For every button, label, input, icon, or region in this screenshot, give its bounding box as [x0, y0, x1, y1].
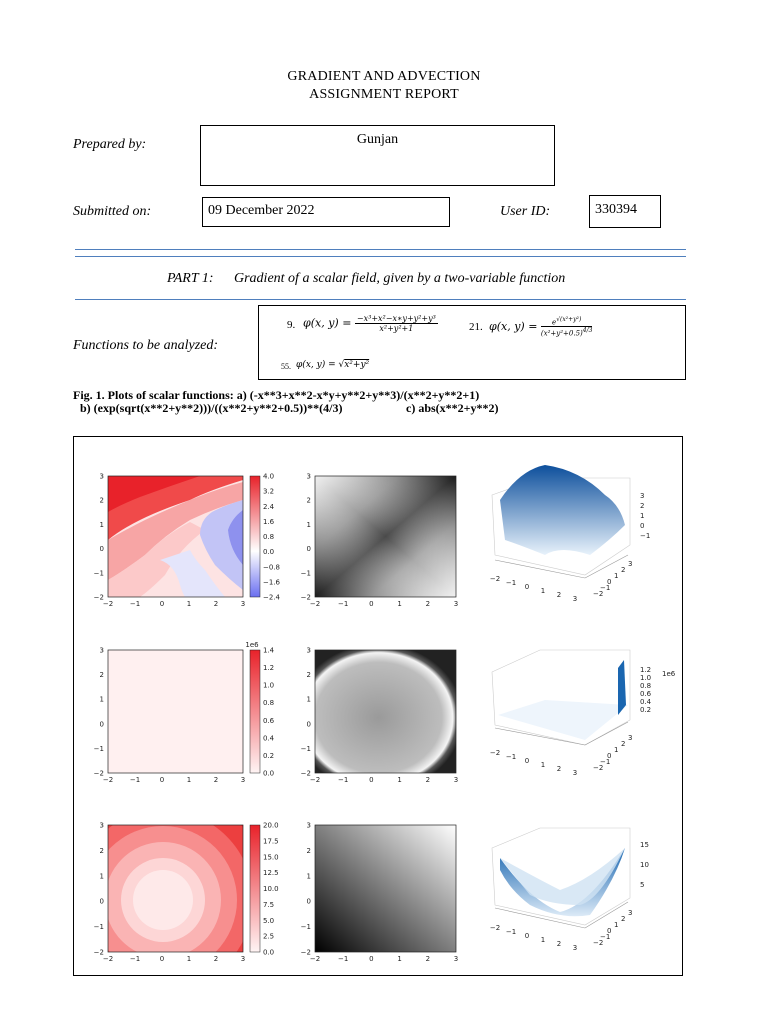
surface-x-tick-label: −2 [489, 749, 501, 757]
row2-surface-3d [492, 650, 633, 745]
row3-colorbar [250, 825, 260, 952]
y-tick-label: −2 [300, 769, 311, 778]
functions-label: Functions to be analyzed: [73, 338, 219, 353]
func9-formula: φ(x, y) = $\frac{\text{−x³+x²−x∗y+y²+y³}}{\text{x²+y²+1}}$ [303, 314, 436, 333]
x-tick-label: 1 [186, 955, 192, 963]
row2-colorbar [250, 650, 260, 773]
row3-contour-fill [55, 792, 271, 1008]
x-tick-label: −1 [338, 776, 349, 784]
surface-z-tick-label: 5 [640, 881, 645, 889]
surface-z-tick-label: 3 [640, 492, 645, 500]
y-tick-label: 1 [99, 872, 104, 881]
colorbar-tick-label: 4.0 [263, 472, 275, 481]
surface-z-tick-label: 0.4 [640, 698, 652, 706]
surface-z-tick-label: 0 [640, 522, 645, 530]
surface-z-tick-label: 0.6 [640, 690, 652, 698]
y-tick-label: −2 [93, 769, 104, 778]
surface-z-tick-label: 1 [640, 512, 645, 520]
x-tick-label: 1 [397, 776, 402, 784]
y-tick-label: 1 [99, 695, 104, 704]
surface-z-multiplier: 1e6 [662, 670, 676, 678]
surface-x-tick-label: −1 [505, 928, 517, 936]
colorbar-tick-label: 0.0 [263, 769, 275, 778]
x-tick-label: 0 [369, 776, 374, 784]
surface-y-tick-label: −1 [600, 758, 611, 766]
x-tick-label: 0 [159, 776, 165, 784]
surface-z-tick-label: 0.2 [640, 706, 652, 714]
colorbar-tick-label: 10.0 [263, 885, 279, 893]
submitted-on-value: 09 December 2022 [208, 203, 315, 218]
surface-x-tick-label: 0 [524, 932, 530, 940]
part1-label: PART 1: [167, 271, 214, 286]
y-tick-label: 3 [99, 472, 104, 481]
y-tick-label: −2 [300, 948, 311, 957]
figure-caption-line2b: c) abs(x**2+y**2) [406, 401, 499, 415]
y-tick-label: 3 [306, 472, 311, 481]
prepared-by-value: Gunjan [356, 132, 399, 147]
colorbar-tick-label: −1.6 [263, 578, 280, 587]
row1-surface-3d [492, 465, 633, 578]
surface-x-tick-label: 3 [572, 595, 578, 603]
surface-y-tick-label: 1 [614, 572, 619, 580]
colorbar-tick-label: 0.6 [263, 716, 275, 725]
y-tick-label: 2 [99, 496, 104, 505]
row3-gradient-image [315, 825, 456, 952]
y-tick-label: 1 [306, 520, 311, 529]
surface-y-tick-label: 2 [621, 740, 626, 748]
y-tick-label: −2 [93, 593, 104, 602]
colorbar-multiplier: 1e6 [245, 641, 259, 649]
part1-title: Gradient of a scalar field, given by a two-variable function [234, 271, 566, 286]
x-tick-label: −2 [102, 955, 114, 963]
row1-colorbar [250, 476, 260, 597]
colorbar-tick-label: 0.8 [263, 699, 275, 708]
x-tick-label: 3 [240, 955, 246, 963]
surface-z-tick-label: 10 [640, 861, 649, 869]
y-tick-label: −1 [300, 744, 311, 753]
x-tick-label: 1 [186, 776, 192, 784]
func55-number: 55. [281, 362, 291, 371]
x-tick-label: −2 [102, 600, 114, 608]
y-tick-label: −2 [93, 948, 104, 957]
report-title-line2: ASSIGNMENT REPORT [309, 87, 459, 102]
colorbar-tick-label: 0.0 [263, 548, 275, 557]
surface-y-tick-label: 1 [614, 746, 619, 754]
y-tick-label: −1 [93, 923, 104, 932]
colorbar-tick-label: 5.0 [263, 916, 275, 925]
y-tick-label: 1 [306, 695, 311, 704]
y-tick-label: −1 [300, 923, 311, 932]
surface-x-tick-label: −1 [505, 579, 517, 587]
row2-gradient-image [315, 650, 456, 773]
x-tick-label: 2 [213, 600, 219, 608]
x-tick-label: 2 [425, 600, 431, 608]
x-tick-label: 2 [213, 776, 219, 784]
y-tick-label: 2 [306, 846, 311, 855]
y-tick-label: −1 [93, 744, 104, 753]
surface-x-tick-label: −1 [505, 753, 517, 761]
y-tick-label: 3 [306, 646, 311, 655]
surface-y-tick-label: 0 [607, 752, 612, 760]
surface-x-tick-label: 2 [556, 591, 562, 599]
surface-z-tick-label: 1.0 [640, 674, 652, 682]
y-tick-label: 3 [99, 821, 104, 830]
x-tick-label: −2 [309, 955, 321, 963]
y-tick-label: 0 [99, 720, 104, 729]
x-tick-label: −1 [129, 955, 141, 963]
surface-z-tick-label: 2 [640, 502, 645, 510]
figure-caption-line2a: b) (exp(sqrt(x**2+y**2)))/((x**2+y**2+0.5))**(4/3) [80, 401, 343, 415]
colorbar-tick-label: 20.0 [263, 821, 279, 830]
y-tick-label: 3 [99, 646, 104, 655]
surface-x-tick-label: 3 [572, 769, 578, 777]
figure-caption-line1: Fig. 1. Plots of scalar functions: a) (-x**3+x**2-x*y+y**2+y**3)/(x**2+y**2+1) [73, 388, 480, 402]
func21-formula: φ(x, y) = $\frac{e^{√(x^2+y^2)}}{(x^2+y^2+0.5)^{4/3}}$ [489, 316, 593, 338]
surface-x-tick-label: 0 [524, 583, 530, 591]
surface-x-tick-label: 3 [572, 944, 578, 952]
x-tick-label: 3 [240, 600, 246, 608]
func55-formula: φ(x, y) = √x²+y² [296, 360, 370, 370]
x-tick-label: −1 [129, 776, 141, 784]
y-tick-label: 1 [306, 872, 311, 881]
surface-y-tick-label: 1 [614, 921, 619, 929]
colorbar-tick-label: 7.5 [263, 900, 275, 909]
y-tick-label: 1 [99, 520, 104, 529]
colorbar-tick-label: 0.8 [263, 533, 275, 541]
surface-y-tick-label: −2 [593, 590, 604, 598]
x-tick-label: −2 [309, 776, 321, 784]
y-tick-label: 0 [306, 545, 311, 554]
colorbar-tick-label: 12.5 [263, 869, 279, 878]
y-tick-label: −2 [300, 593, 311, 602]
colorbar-tick-label: 2.5 [263, 932, 275, 941]
surface-z-tick-label: −1 [640, 532, 651, 540]
surface-z-tick-label: 1.2 [640, 666, 652, 674]
x-tick-label: 3 [453, 955, 459, 963]
func21-number: 21. [469, 321, 483, 333]
y-tick-label: 3 [306, 821, 311, 830]
surface-y-tick-label: 3 [628, 909, 633, 917]
colorbar-tick-label: −2.4 [263, 593, 280, 602]
row2-contour [108, 650, 243, 773]
colorbar-tick-label: 1.0 [263, 681, 275, 690]
colorbar-tick-label: 1.6 [263, 517, 275, 526]
surface-x-tick-label: 2 [556, 940, 562, 948]
colorbar-tick-label: 15.0 [263, 853, 279, 862]
colorbar-tick-label: 0.4 [263, 734, 275, 743]
x-tick-label: 0 [159, 955, 165, 963]
surface-z-tick-label: 15 [640, 841, 649, 849]
surface-x-tick-label: 1 [540, 936, 546, 944]
x-tick-label: −1 [129, 600, 141, 608]
colorbar-tick-label: 3.2 [263, 487, 275, 496]
surface-y-tick-label: −2 [593, 939, 604, 947]
x-tick-label: 1 [186, 600, 192, 608]
x-tick-label: 2 [425, 776, 431, 784]
x-tick-label: 1 [397, 600, 402, 608]
surface-x-tick-label: 1 [540, 761, 546, 769]
x-tick-label: 0 [369, 600, 374, 608]
surface-y-tick-label: 0 [607, 927, 612, 935]
surface-x-tick-label: 1 [540, 587, 546, 595]
colorbar-tick-label: −0.8 [263, 563, 280, 572]
x-tick-label: −2 [309, 600, 321, 608]
surface-x-tick-label: 0 [524, 757, 530, 765]
y-tick-label: 2 [306, 496, 311, 505]
colorbar-tick-label: 1.4 [263, 646, 275, 655]
row1-contour-fill [108, 476, 243, 597]
surface-y-tick-label: 2 [621, 566, 626, 574]
x-tick-label: 2 [213, 955, 219, 963]
surface-y-tick-label: −2 [593, 764, 604, 772]
x-tick-label: 1 [397, 955, 402, 963]
colorbar-tick-label: 17.5 [263, 837, 279, 846]
y-tick-label: 0 [99, 897, 104, 906]
user-id-value: 330394 [595, 202, 637, 217]
colorbar-tick-label: 0.0 [263, 948, 275, 957]
x-tick-label: −1 [338, 955, 349, 963]
surface-x-tick-label: 2 [556, 765, 562, 773]
y-tick-label: 0 [306, 720, 311, 729]
surface-x-tick-label: −2 [489, 575, 501, 583]
surface-y-tick-label: −1 [600, 933, 611, 941]
y-tick-label: 2 [99, 671, 104, 680]
y-tick-label: 0 [306, 897, 311, 906]
surface-y-tick-label: 3 [628, 560, 633, 568]
y-tick-label: 0 [99, 545, 104, 554]
surface-y-tick-label: −1 [600, 584, 611, 592]
func9-number: 9. [287, 319, 296, 331]
x-tick-label: 3 [453, 776, 459, 784]
user-id-label: User ID: [500, 204, 551, 219]
surface-y-tick-label: 2 [621, 915, 626, 923]
y-tick-label: −1 [93, 569, 104, 578]
surface-y-tick-label: 0 [607, 578, 612, 586]
surface-x-tick-label: −2 [489, 924, 501, 932]
y-tick-label: −1 [300, 569, 311, 578]
colorbar-tick-label: 0.2 [263, 751, 275, 760]
report-title-line1: GRADIENT AND ADVECTION [287, 69, 481, 84]
x-tick-label: −1 [338, 600, 349, 608]
x-tick-label: 3 [240, 776, 246, 784]
colorbar-tick-label: 2.4 [263, 502, 275, 511]
y-tick-label: 2 [306, 671, 311, 680]
submitted-on-label: Submitted on: [73, 204, 152, 219]
x-tick-label: 2 [425, 955, 431, 963]
x-tick-label: 3 [453, 600, 459, 608]
x-tick-label: 0 [159, 600, 165, 608]
x-tick-label: −2 [102, 776, 114, 784]
surface-z-tick-label: 0.8 [640, 682, 652, 690]
colorbar-tick-label: 1.2 [263, 664, 275, 673]
surface-y-tick-label: 3 [628, 734, 633, 742]
y-tick-label: 2 [99, 846, 104, 855]
row3-surface-3d [492, 828, 633, 928]
x-tick-label: 0 [369, 955, 374, 963]
prepared-by-label: Prepared by: [73, 137, 147, 152]
